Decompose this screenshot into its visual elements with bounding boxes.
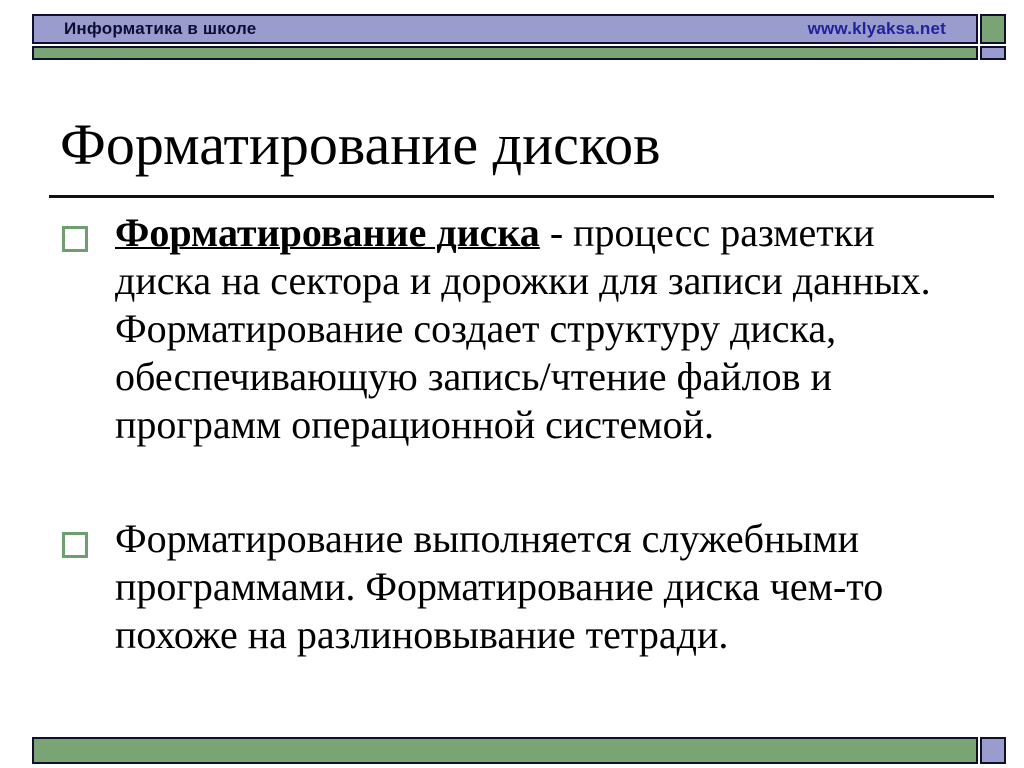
header-accent-square: [980, 14, 1006, 44]
slide-title: Форматирование дисков: [60, 112, 661, 177]
bullet-square-icon: [62, 532, 88, 558]
text-line: программ операционной системой.: [115, 402, 715, 447]
text-line: похоже на разлиновывание тетради.: [115, 612, 729, 657]
footer-strip: [32, 737, 978, 764]
term-lead-rest: - процесс разметки: [539, 210, 875, 255]
header-strip-accent-square: [980, 46, 1006, 60]
term-lead: Форматирование диска: [115, 210, 540, 255]
header-strip: [32, 46, 978, 60]
bullet-square-icon: [62, 226, 88, 252]
bullet-text: [115, 515, 883, 659]
header-band: [32, 14, 978, 44]
site-url: www.klyaksa.net: [807, 19, 946, 38]
footer-accent-square: [980, 737, 1006, 764]
text-line: обеспечивающую запись/чтение файлов и: [115, 354, 832, 399]
text-line: [115, 209, 931, 257]
bullet-text: [115, 209, 931, 449]
text-line: диска на сектора и дорожки для записи данных.: [115, 258, 931, 303]
text-line: программами. Форматирование диска чем-то: [115, 564, 884, 609]
bullet-item-utilities: [62, 515, 883, 659]
text-line: Форматирование создает структуру диска,: [115, 306, 837, 351]
bullet-item-definition: [62, 209, 931, 449]
text-line: Форматирование выполняется служебными: [115, 516, 860, 561]
site-name: Информатика в школе: [64, 19, 257, 38]
title-divider: [49, 195, 994, 198]
